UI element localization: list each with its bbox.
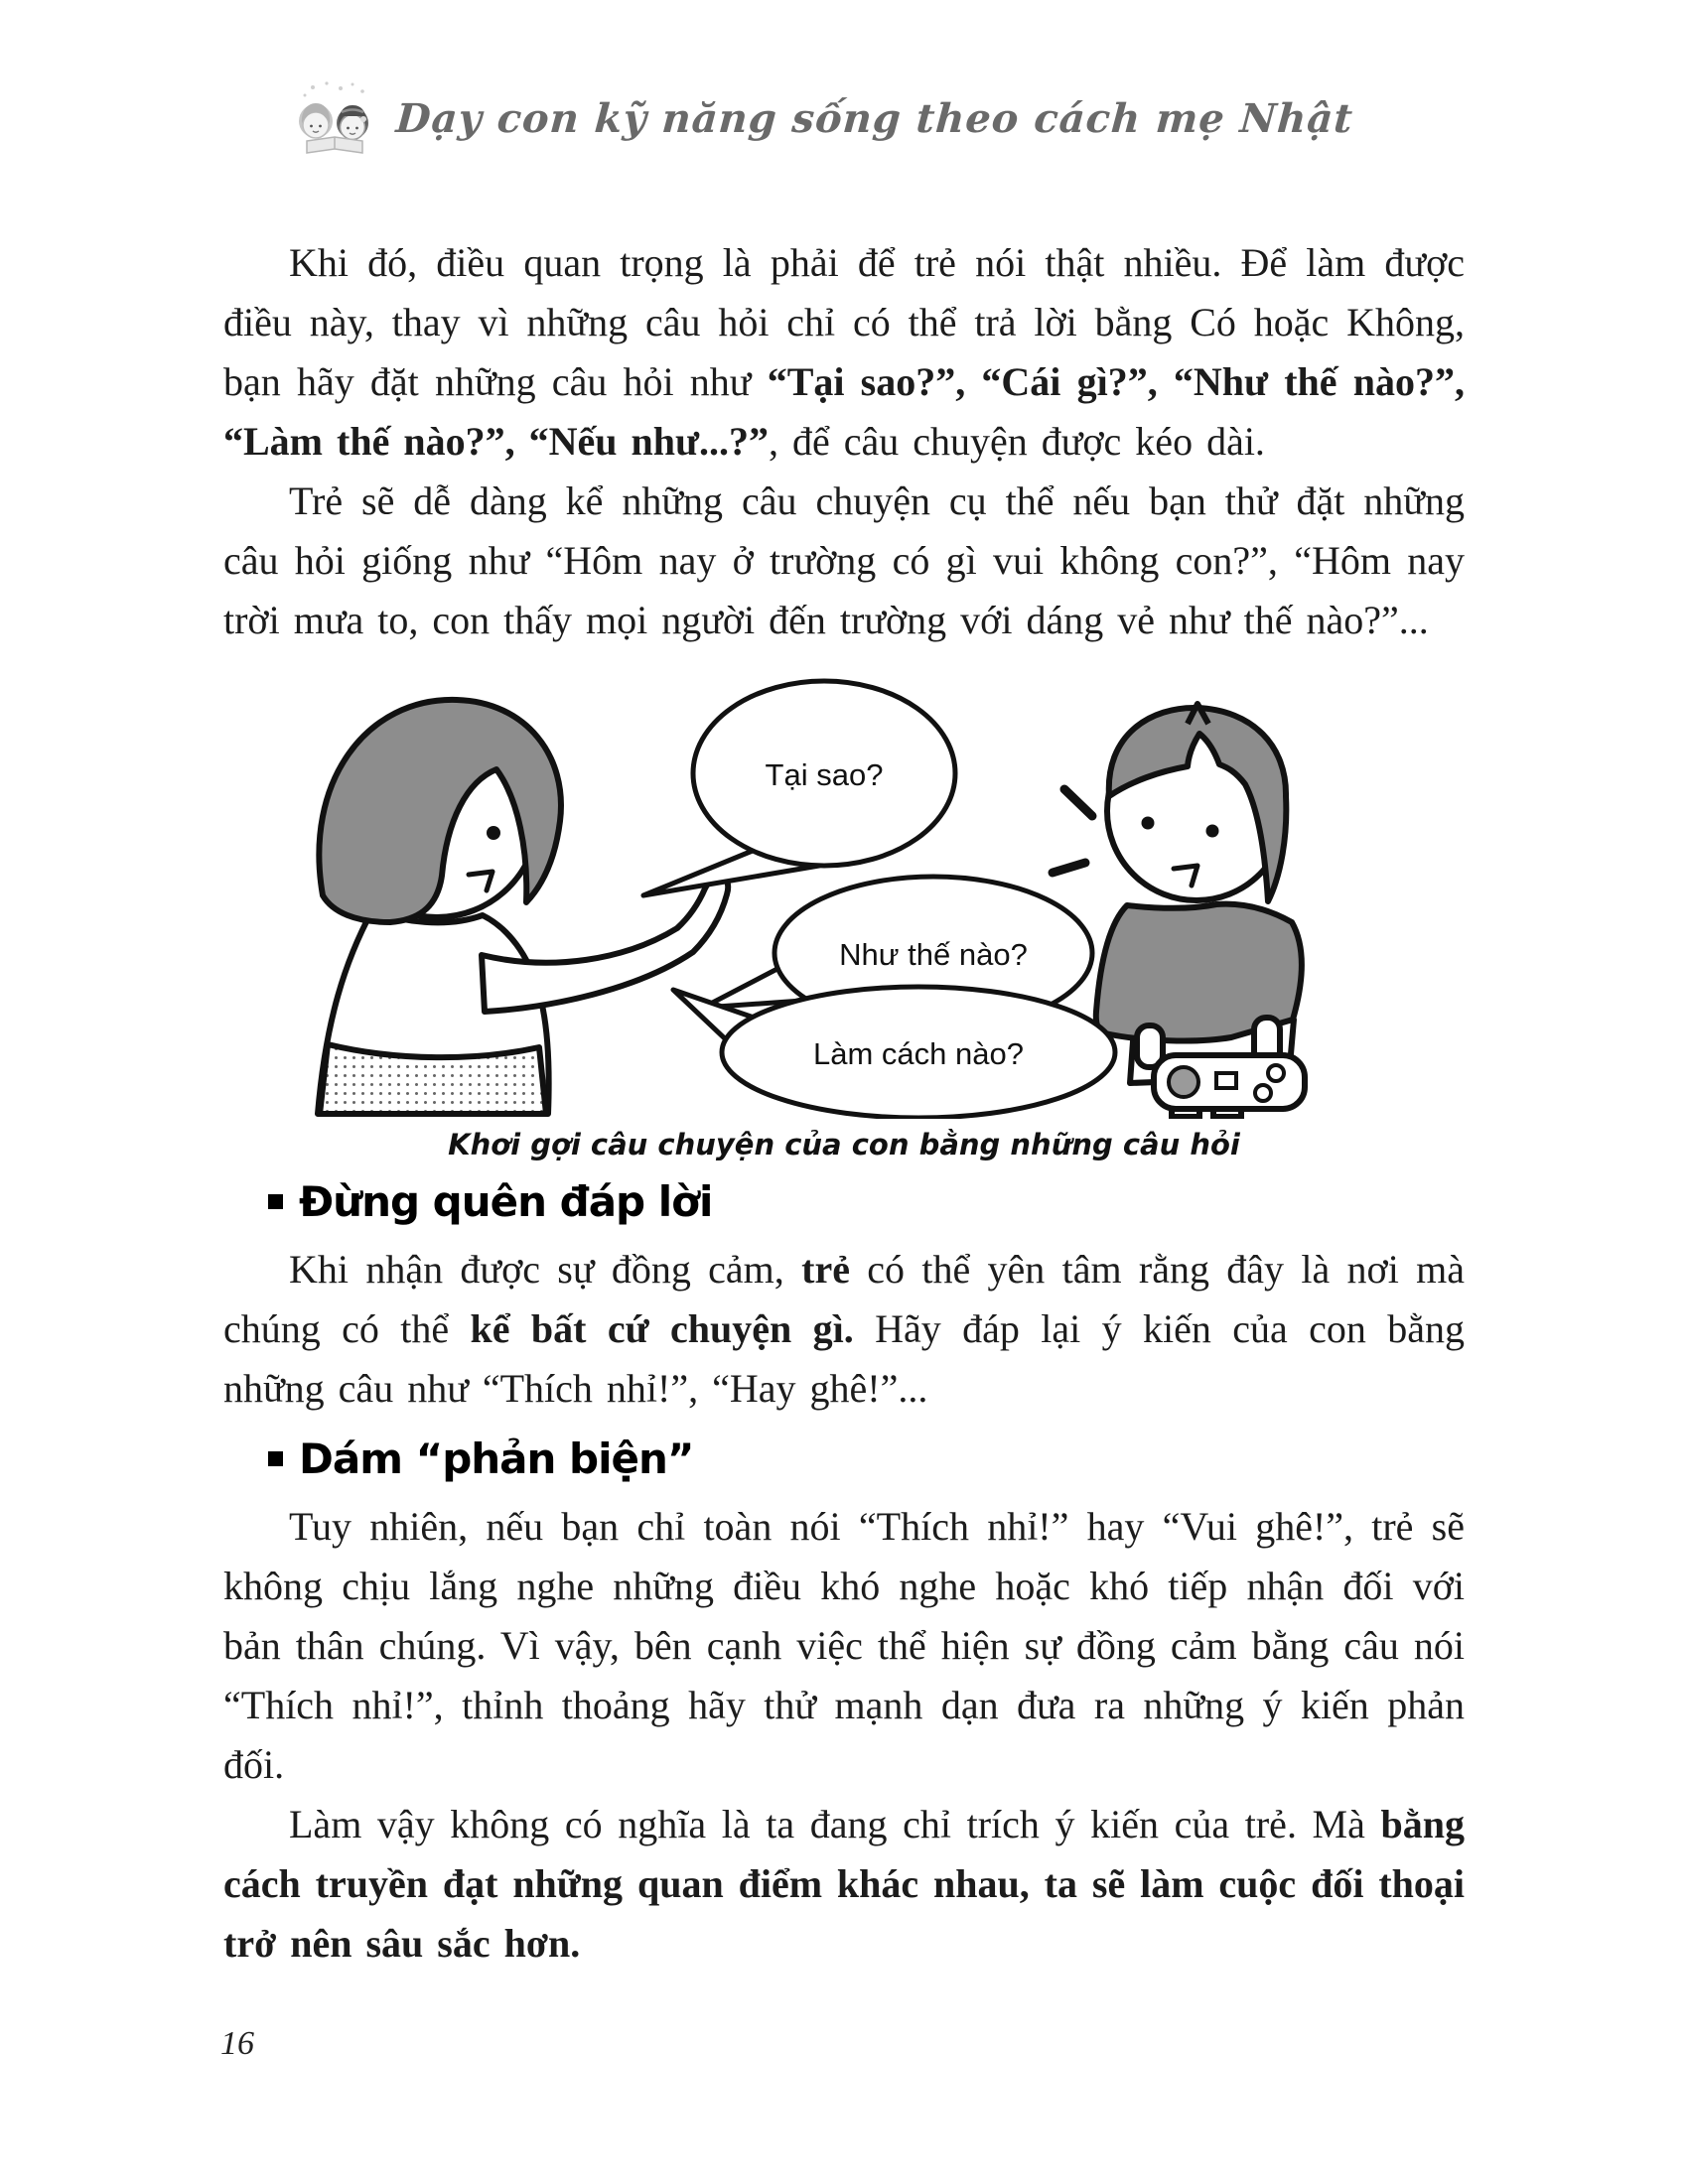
paragraph-4: [223, 1497, 1465, 1795]
text-run: có thể yên tâm rằng đây là nơi mà chúng có thể: [223, 1247, 1465, 1351]
square-bullet-icon: [268, 1451, 283, 1466]
text-run: Trẻ sẽ dễ dàng kể những câu chuyện cụ thể nếu bạn thử đặt những câu hỏi giống như “Hôm nay ở trường có gì vui không con?”, “Hôm nay trời mưa to, con thấy mọi người đến trường với dáng vẻ như thế nào?”...: [223, 478, 1465, 642]
text-run: Khi đó, điều quan trọng là phải để trẻ nói thật nhiều. Để làm được điều này, thay vì những câu hỏi chỉ có thể trả lời bằng Có hoặc Không, bạn hãy đặt những câu hỏi như: [223, 240, 1465, 404]
game-controller: [1154, 1055, 1305, 1109]
speech-bubble-text: Như thế nào?: [839, 937, 1028, 972]
book-title: Dạy con kỹ năng sống theo cách mẹ Nhật: [394, 94, 1355, 142]
two-children-reading-icon: [293, 79, 378, 157]
cartoon-illustration: [298, 662, 1390, 1124]
paragraph-2: [223, 472, 1465, 650]
square-bullet-icon: [268, 1194, 283, 1209]
attention-mark: [1064, 789, 1092, 816]
section-heading-2: [268, 1434, 1465, 1483]
section-heading-1: [268, 1177, 1465, 1226]
text-run-bold: bằng cách truyền đạt những quan điểm khác nhau, ta sẽ làm cuộc đối thoại trở nên sâu sắc hơn.: [223, 1802, 1465, 1966]
paragraph-1: [223, 233, 1465, 472]
speech-bubble-text: Tại sao?: [765, 757, 884, 792]
main-content: [223, 233, 1465, 1974]
section-heading-text: Đừng quên đáp lời: [299, 1177, 713, 1226]
illustration-caption: Khơi gợi câu chuyện của con bằng những câu hỏi: [448, 1128, 1240, 1161]
speech-bubble-text: Làm cách nào?: [813, 1036, 1024, 1071]
paragraph-5: [223, 1795, 1465, 1974]
section-heading-text: Dám “phản biện”: [299, 1434, 694, 1483]
text-run: Hãy đáp lại ý kiến của con bằng những câu như “Thích nhỉ!”, “Hay ghê!”...: [223, 1306, 1466, 1411]
paragraph-3: [223, 1240, 1465, 1419]
page-header: [293, 79, 1353, 157]
text-run: Làm vậy không có nghĩa là ta đang chỉ trích ý kiến của trẻ. Mà: [289, 1802, 1381, 1846]
text-run-bold: “Tại sao?”, “Cái gì?”, “Như thế nào?”, “Làm thế nào?”, “Nếu như...?”: [223, 359, 1465, 464]
mother-figure: [318, 700, 728, 1114]
text-run: , để câu chuyện được kéo dài.: [768, 419, 1265, 464]
text-run-bold: kể bất cứ chuyện gì.: [470, 1306, 854, 1351]
text-run-bold: trẻ: [801, 1247, 850, 1292]
mother-child-questions-drawing: [298, 662, 1390, 1119]
text-run: Tuy nhiên, nếu bạn chỉ toàn nói “Thích nhỉ!” hay “Vui ghê!”, trẻ sẽ không chịu lắng nghe những điều khó nghe hoặc khó tiếp nhận đối với bản thân chúng. Vì vậy, bên cạnh việc thể hiện sự đồng cảm bằng câu nói “Thích nhỉ!”, thỉnh thoảng hãy thử mạnh dạn đưa ra những ý kiến phản đối.: [223, 1504, 1465, 1787]
attention-mark: [1053, 863, 1085, 873]
page-number: 16: [220, 2025, 254, 2062]
text-run: Khi nhận được sự đồng cảm,: [289, 1247, 802, 1292]
